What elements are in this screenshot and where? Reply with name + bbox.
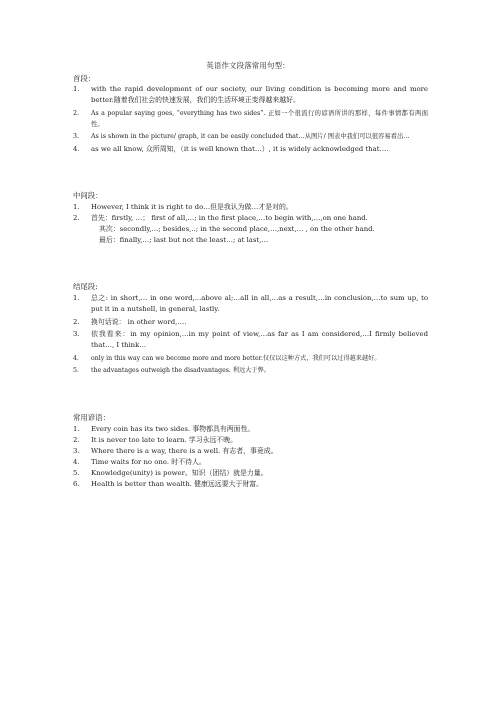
list-item bbox=[73, 479, 428, 490]
item-number: 2. bbox=[73, 109, 80, 117]
item-number: 2. bbox=[73, 436, 80, 444]
item-number: 5. bbox=[73, 469, 80, 477]
item-number: 1. bbox=[73, 85, 80, 93]
item-text: 依我看来：in my opinion,…in my point of view,…as far as I am considered,…I firmly believed that…, I think… bbox=[91, 330, 428, 349]
item-text: 首先：firstly, …； first of all,…; in the first place,…to begin with,…,on one hand. bbox=[91, 214, 368, 222]
section-closing-list bbox=[73, 293, 428, 378]
section-heading-middle: 中间段： bbox=[73, 191, 103, 200]
section-proverbs-list bbox=[73, 424, 428, 490]
item-number: 3. bbox=[73, 133, 80, 140]
item-text: 换句话说： in other word,…. bbox=[91, 317, 187, 326]
item-text: with the rapid development of our society, our living condition is becoming more and more better.随着我们社会的快速发展，我们的生活环境正变得越来越好。 bbox=[91, 85, 428, 104]
item-text: Every coin has its two sides. 事物都具有两面性。 bbox=[91, 425, 255, 433]
list-item bbox=[73, 435, 428, 446]
list-item bbox=[73, 84, 428, 106]
item-number: 2. bbox=[73, 317, 80, 326]
item-text: 总之: in short,… in one word,...above al;…all in all,…as a result,…in conclusion,…to sum up, to put it in a nutshell, in general, lastly. bbox=[91, 294, 428, 313]
list-item bbox=[73, 353, 428, 364]
item-text: as we all know, 众所周知，（it is well known that…）, it is widely acknowledged that…. bbox=[91, 144, 389, 153]
item-text: It is never too late to learn. 学习永远不晚。 bbox=[91, 436, 238, 444]
list-item bbox=[73, 108, 428, 130]
section-opening-list bbox=[73, 84, 428, 156]
sub-line-secondly: 其次：secondly,…; besides,..; in the second place,…,next,… , on the other hand. bbox=[99, 225, 375, 233]
item-number: 4. bbox=[73, 354, 79, 362]
item-text: only in this way can we become more and more better.仅仅以这种方式，我们可以过得越来越好。 bbox=[91, 354, 381, 362]
sub-line-finally: 最后：finally,…; last but not the least…; at last,… bbox=[99, 236, 269, 244]
list-item bbox=[73, 131, 428, 142]
page-title: 英语作文段落常用句型： bbox=[206, 61, 290, 70]
item-number: 1. bbox=[73, 294, 80, 302]
item-text: As is shown in the picture/ graph, it can be easily concluded that…从图片/ 图表中我们可以很容易看出… bbox=[91, 133, 410, 140]
item-text: the advantages outweigh the disadvantages. 利远大于弊。 bbox=[91, 367, 270, 374]
item-number: 1. bbox=[73, 203, 80, 211]
item-text: As a popular saying goes, “everything has two sides”. 正如一个很流行的谚语所讲的那样，每件事情都有两面性。 bbox=[91, 109, 428, 128]
section-middle-list bbox=[73, 202, 428, 246]
item-number: 3. bbox=[73, 330, 80, 338]
item-number: 6. bbox=[73, 480, 80, 488]
list-item bbox=[73, 213, 428, 224]
item-text: Where there is a way, there is a well. 有志者，事竟成。 bbox=[91, 447, 278, 455]
list-item bbox=[73, 293, 428, 315]
list-item bbox=[73, 317, 428, 328]
item-text: Time waits for no one. 时不待人。 bbox=[91, 458, 206, 466]
item-number: 4. bbox=[73, 458, 80, 466]
list-item bbox=[73, 144, 428, 155]
list-item bbox=[73, 202, 428, 213]
item-number: 1. bbox=[73, 425, 80, 433]
item-number: 5. bbox=[73, 367, 79, 374]
list-item bbox=[73, 457, 428, 468]
item-number: 2. bbox=[73, 214, 80, 222]
item-text: However, I think it is right to do…但是我认为做…才是对的。 bbox=[91, 203, 293, 211]
section-heading-proverbs: 常用谚语： bbox=[73, 413, 110, 422]
item-number: 4. bbox=[73, 144, 80, 153]
section-heading-closing: 结尾段: bbox=[73, 282, 98, 291]
list-item bbox=[73, 329, 428, 351]
list-item bbox=[73, 424, 428, 435]
section-heading-opening: 首段： bbox=[73, 74, 96, 83]
item-text: Knowledge(unity) is power。知识（团结）就是力量。 bbox=[91, 469, 268, 477]
item-number: 3. bbox=[73, 447, 80, 455]
list-item bbox=[73, 365, 428, 376]
list-item bbox=[73, 468, 428, 479]
list-item bbox=[73, 446, 428, 457]
item-text: Health is better than wealth. 健康远远要大于财富。 bbox=[91, 480, 264, 488]
